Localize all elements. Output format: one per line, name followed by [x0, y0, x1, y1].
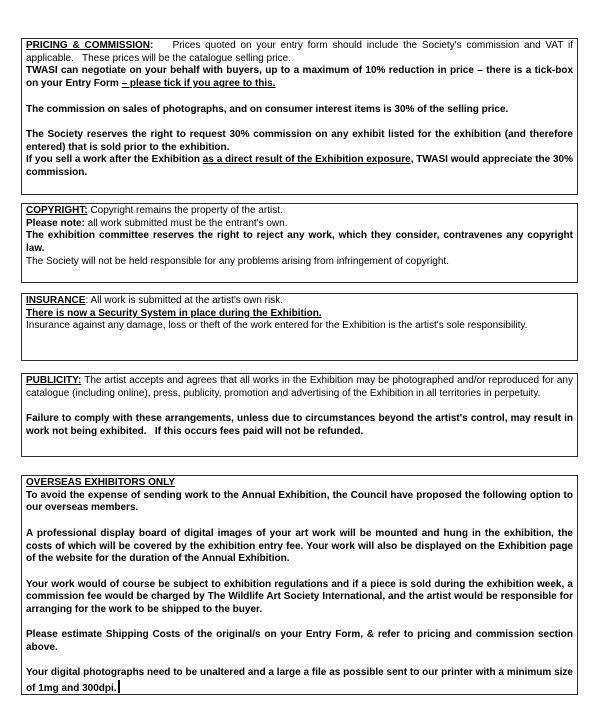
- paragraph: [26, 230, 576, 255]
- paragraph: [26, 578, 576, 617]
- paragraph: [26, 256, 573, 269]
- text-run: :: [150, 40, 173, 51]
- text-run: The artist accepts and agrees that all works in the Exhibition may be photographed and/or reproduced for any catalogue (including online), press, publicity, promotion and advertising of the Exhibition in all territories in perpetuity.: [26, 375, 576, 399]
- text-run: Insurance against any damage, loss or theft of the work entered for the Exhibition is the artist's sole responsibility.: [26, 320, 528, 332]
- paragraph: [26, 154, 576, 179]
- text-run: : All work is submitted at the artist's own risk.: [85, 295, 283, 306]
- text-run: If you sell a work after the Exhibition: [26, 154, 203, 166]
- text-run: PRICING & COMMISSION: [26, 40, 151, 51]
- text-run: Your work would of course be subject to exhibition regulations and if a piece is sold during the exhibition week, a commission fee would be charged by The Wildlife Art Society International, and the artist would be responsible for arranging for the work to be shipped to the buyer.: [26, 578, 576, 615]
- paragraph: [26, 128, 576, 154]
- blank-line: [26, 655, 573, 668]
- text-run: There is now a Security System in place during the Exhibition.: [26, 307, 322, 319]
- text-run: – please tick if you agree to this.: [121, 78, 276, 90]
- text-run: Please note:: [26, 217, 85, 229]
- paragraph: [26, 629, 576, 654]
- paragraph: [26, 477, 573, 490]
- text-run: The Society will not be held responsible for any problems arising from infringement of copyright.: [26, 255, 449, 267]
- paragraph: [26, 205, 573, 218]
- paragraph: [26, 308, 573, 321]
- text-run: A professional display board of digital images of your art work will be mounted and hung in the exhibition, the costs of which will be covered by the exhibition entry fee. Your work will also be displayed on the Exhibition page of the website for the duration of the Annual Exhibition.: [26, 527, 576, 565]
- text-run: The exhibition committee reserves the right to reject any work, which they consider, contravenes any copyright law.: [26, 230, 576, 255]
- section-pricing-commission: [21, 38, 578, 195]
- text-run: , TWASI would appreciate the 30% commission.: [26, 154, 576, 178]
- text-cursor: [118, 680, 120, 693]
- text-run: OVERSEAS EXHIBITORS ONLY: [26, 477, 175, 488]
- text-run: The Society reserves the right to request 30% commission on any exhibit listed for the exhibition (and therefore entered) that is sold prior to the exhibition.: [26, 128, 576, 153]
- paragraph: [26, 667, 576, 695]
- blank-line: [26, 116, 573, 129]
- paragraph: [26, 65, 576, 90]
- paragraph: [26, 375, 576, 400]
- text-run: as a direct result of the Exhibition exposure: [202, 154, 411, 166]
- paragraph: [26, 218, 573, 231]
- paragraph: [26, 104, 573, 117]
- text-run: Your digital photographs need to be unaltered and a large a file as possible sent to our printer with a minimum size of 1mg and 300dpi.: [26, 667, 576, 695]
- blank-line: [26, 91, 573, 104]
- text-run: Prices quoted on your entry form should include the Society's commission and VAT if applicable. These prices will be the catalogue selling price.: [26, 40, 576, 64]
- section-publicity: [21, 373, 578, 457]
- text-run: INSURANCE: [26, 295, 86, 306]
- blank-line: [26, 515, 573, 528]
- section-overseas-exhibitors: [21, 475, 578, 695]
- paragraph: [26, 413, 576, 438]
- paragraph: [26, 320, 573, 333]
- text-run: Failure to comply with these arrangements, unless due to circumstances beyond the artist's control, may result in work not being exhibited. If this occurs fees paid will not be refunded.: [26, 413, 576, 437]
- text-run: COPYRIGHT:: [26, 205, 88, 216]
- text-run: PUBLICITY:: [26, 375, 82, 386]
- blank-line: [26, 566, 573, 579]
- blank-line: [26, 617, 573, 630]
- text-run: Please estimate Shipping Costs of the original/s on your Entry Form, & refer to pricing and commission section above.: [26, 629, 576, 654]
- section-insurance: [21, 293, 578, 361]
- section-copyright: [21, 203, 578, 283]
- paragraph: [26, 295, 573, 308]
- paragraph: [26, 489, 576, 515]
- text-run: all work submitted must be the entrant's own.: [84, 217, 288, 229]
- text-run: The commission on sales of photographs, and on consumer interest items is 30% of the selling price.: [26, 103, 509, 115]
- text-run: TWASI can negotiate on your behalf with buyers, up to a maximum of 10% reduction in price – there is a tick-box on your Entry Form: [26, 65, 576, 90]
- blank-line: [26, 400, 573, 413]
- paragraph: [26, 527, 576, 566]
- text-run: Copyright remains the property of the artist.: [87, 205, 283, 216]
- paragraph: [26, 40, 576, 65]
- text-run: To avoid the expense of sending work to the Annual Exhibition, the Council have proposed the following option to our overseas members.: [26, 489, 576, 514]
